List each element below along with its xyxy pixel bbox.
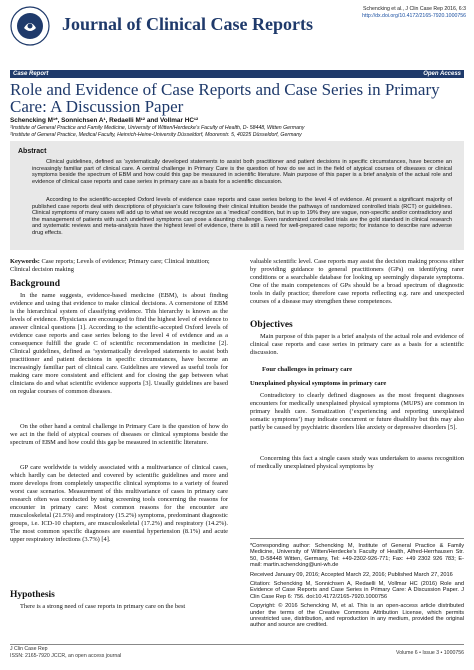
doi-link[interactable]: http://dx.doi.org/10.4172/2165-7920.1000756: [362, 13, 466, 19]
footer-volume: Volume 6 • Issue 3 • 1000756: [396, 650, 464, 656]
keywords-label: Keywords:: [10, 258, 40, 265]
author-list: Schencking M¹*, Sonnichsen A¹, Redaelli M¹² and Vollmar HC¹²: [10, 117, 199, 124]
journal-title: Journal of Clinical Case Reports: [62, 14, 313, 34]
correspondence-block: [250, 543, 464, 629]
keywords: [10, 258, 228, 274]
received-dates: Received January 09, 2016; Accepted March 22, 2016; Published March 27, 2016: [250, 571, 453, 578]
citation-line: Schencking et al., J Clin Case Rep 2016, 6:3: [363, 6, 466, 12]
abstract-heading: Abstract: [18, 148, 47, 155]
unexplained-paragraph-2: Concerning this fact a single cases study was undertaken to assess recognition of medically unexplained physical symptoms by: [250, 455, 464, 470]
four-challenges-heading: Four challenges in primary care: [262, 366, 353, 373]
hypothesis-heading: Hypothesis: [10, 590, 55, 600]
correspondence-divider: [250, 538, 464, 539]
abstract-paragraph-2: According to the scientific-accepted Oxford levels of evidence case reports and case series belong to the level 4 of evidence. At present a significant majority of published case reports deal with descriptions of physician’s care following their clinical intuition beside the pathways of randomized controlled trials (RCT) or guidelines. Clinical symptoms of many cases will add up to what we would recognize as a ‘medical’ condition, but in up to 19% they are vague, non-specific and/or contradictory and the management of patients with such undefined symptoms can pose a daunting challenge. Even randomized controlled trials are the gold standard in clinical research and systematic reviews and meta-analysis have the highest level of evidence, there is still a need for well-prepared case reports; for instance to describe rare adverse drug effects.: [32, 197, 452, 236]
objectives-heading: Objectives: [250, 320, 293, 330]
affiliations: [10, 125, 450, 139]
copyright-note: Copyright: © 2016 Schencking M, et al. This is an open-access article distributed under the terms of the Creative Commons Attribution License, which permits unrestricted use, distribution, and reproduction in any medium, provided the original author and source are credited.: [250, 603, 464, 629]
affiliation-2: ²Institute of General Practice, Medical Faculty, Heinrich-Heine-University Düsseldorf, Moorenstr. 5, 40225 Düsseldorf, Germany: [10, 131, 302, 138]
abstract-paragraph-1: Clinical guidelines, defined as ‘systematically developed statements to assist both practitioner and patient decisions in specific circumstances, have become an increasingly familiar part of clinical care. A central challenge in Primary Care is the question of how do we act in the field of atypical courses of diseases or clinical symptoms beside the spectrum of EBM and how could this gap be measured in scientific literature. Main purpose of this paper is a brief analysis of the actual role and evidence of clinical case reports and case series in primary care as a basis for a scientific discussion.: [32, 159, 452, 185]
background-paragraph-2: On the other hand a central challenge in Primary Care is the question of how do we act in the field of atypical courses of diseases or clinical symptoms beside the spectrum of EBM and how could this gap be measured in scientific literature.: [10, 423, 228, 446]
background-paragraph-1: In the name suggests, evidence-based medicine (EBM), is about finding evidence and using that evidence to make clinical decisions. A cornerstone of EBM is the hierarchical system of classifying evidence. This hierarchy is known as the levels of evidence. Physicians are encouraged to find the highest level of evidence to answer clinical questions [1]. According to the scientific-accepted Oxford levels of evidence case reports and case series belong to the level 4 of evidence and as a consequence fulfill the grade C of scientific recommendation in medicine [2]. Clinical guidelines, defined as ‘systematically developed statements to assist both practitioner and patient decisions in specific circumstances, have become an increasingly familiar part of clinical care. Guidelines are viewed as useful tools for making care more consistent and efficient and for closing the gap between what clinicians do and what scientific evidence supports [3]. Usually guidelines are based on regular courses of common diseases.: [10, 292, 228, 395]
footer-issn: ISSN: 2165-7920 JCCR, an open access journal: [10, 653, 122, 659]
citation-note: Citation: Schencking M, Sonnichsen A, Redaelli M, Vollmar HC (2016) Role and Evidence of Case Reports and Case Series in Primary Care: A Discussion Paper. J Clin Case Rep 6: 756. doi:10.4172/2165-7920.1000756: [250, 581, 464, 600]
objectives-paragraph: Main purpose of this paper is a brief analysis of the actual role and evidence of clinical case reports and case series in primary care as a basis for a scientific discussion.: [250, 333, 464, 356]
article-type-bar: [10, 70, 464, 78]
hypothesis-paragraph: There is a strong need of case reports in primary care on the best: [20, 603, 186, 610]
article-type-label: Case Report: [13, 71, 49, 77]
article-title: Role and Evidence of Case Reports and Case Series in Primary Care: A Discussion Paper: [10, 80, 440, 116]
unexplained-heading: Unexplained physical symptoms in primary care: [250, 380, 387, 387]
citation-block: [362, 6, 466, 20]
background-heading: Background: [10, 279, 60, 289]
corresponding-author: *Corresponding author: Schencking M, Institute of General Practice & Family Medicine, University of Witten/Herdecke’s Faculty of Health, Alfred-Herrhausen Str. 50, D-58448 Witten, Germany, Tel: +49-2302-926-771; Fax: +49 2302 926 783; E-mail: martin.schencking@uni-wh.de: [250, 543, 464, 569]
affiliation-1: ¹Institute of General Practice and Family Medicine, University of Witten/Herdecke’s Faculty of Health, D- 58448, Witten Germany: [10, 125, 305, 131]
footer-left: [10, 646, 121, 660]
journal-logo: [10, 6, 50, 46]
footer-divider: [10, 644, 464, 645]
keywords-text: Case reports; Levels of evidence; Primary care; Clinical intuition; Clinical decision making: [10, 258, 210, 273]
footer-journal: J Clin Case Rep: [10, 646, 48, 652]
right-paragraph-1: valuable scientific level. Case reports may assist the decision making process either by providing guidance to general practitioners (GPs) on identifying rarer conditions or a searchable database for looking up seemingly disparate symptoms. One of the main competences of GPs should be a broad spectrum of diagnostic tools in daily practice; therefore case reports reflecting e.g. rare and unexpected courses of a disease may strengthen these competences.: [250, 258, 464, 305]
abstract-box: [10, 141, 464, 250]
open-access-label: Open Access: [423, 71, 461, 77]
unexplained-paragraph-1: Contradictory to clearly defined diagnoses as the most frequent diagnoses encounters for medically unexplained physical symptoms (MUPS) are common in primary health care. Somatization (‘experiencing and reporting unexplained somatic symptoms’) may indicate concurrent or future disability but this may also partly be caused by psychiatric disorders like anxiety or depressive disorders [5].: [250, 392, 464, 431]
background-paragraph-3: GP care worldwide is widely associated with a multivariance of clinical cases, which hardly can be detected and covered by scientific guidelines and more and more develops from completely unspecific clinical symptoms to a variety of feared worst case scenarios. Measurement of this multivariance of cases in primary care research often was conducted by using screening tools concerning the reasons for encounter in primary care: Most common reasons for the encounter are musculoskeletal (21.5%) and respiratory (15.2%) symptoms, predominant diagnostic groups, i.e. ICD-10 chapters, are musculoskeletal (17.2%) and respiratory (14.2%). The most common specific diagnoses are essential hypertension (8.1%) and acute upper respiratory infections (3.7%) [4].: [10, 464, 228, 543]
